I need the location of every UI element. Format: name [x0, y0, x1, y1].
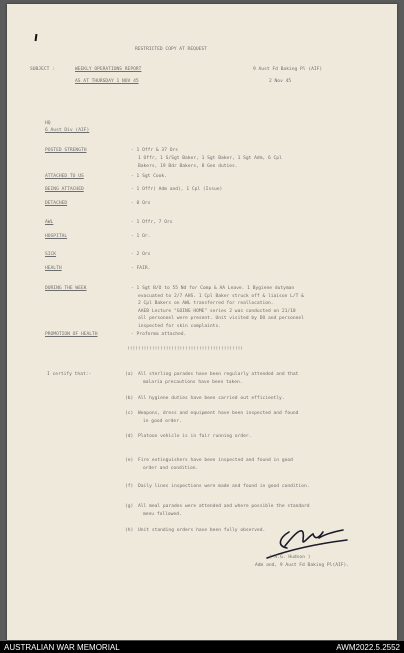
section-text: - 1 Sgt Cook. — [131, 174, 167, 179]
section-label: PROMOTION OF HEALTH — [45, 332, 98, 337]
certify-text: All hygiene duties have been carried out efficiently. — [138, 396, 285, 401]
certify-text: Fire extinguishers have been inspected and found in good — [138, 458, 293, 463]
document-title: RESTRICTED COPY AT REQUEST — [135, 47, 207, 52]
section-label: DETACHED — [45, 201, 68, 206]
addressee-line1: HQ — [45, 121, 51, 126]
certify-key: (b) — [125, 396, 134, 401]
certify-key: (e) — [125, 458, 134, 463]
certify-key: (d) — [125, 434, 134, 439]
section-text: all personnel were present. Unit visited by DO and personnel — [138, 316, 304, 321]
section-text: - 1 Offr & 37 Ors — [131, 148, 179, 153]
certify-key: (c) — [125, 411, 134, 416]
section-text: evacuated to 2/7 AHS. 1 Cpl Baker struck off & liaison L/T & — [138, 293, 304, 299]
certify-label: I certify that:- — [47, 372, 92, 377]
certify-text: Weapons, dress and equipment have been inspected and found — [138, 411, 299, 416]
section-text: - 1 Offr( Adm and), 1 Cpl (Issue) — [131, 187, 223, 192]
addressee-line2: 6 Aust Div (AIF) — [45, 128, 90, 133]
certify-key: (f) — [125, 484, 134, 489]
section-text: AAEB Lecture "GOING HOME" series 2 was conducted on 21/10 — [138, 308, 296, 314]
section-text: - 2 Ors — [131, 252, 151, 257]
section-text: inspected for skin complaints. — [138, 323, 221, 329]
document-page — [7, 4, 397, 640]
section-text: - 1 Offr, 7 Ors — [131, 220, 173, 225]
section-label: AWL — [45, 220, 54, 225]
certify-text: in good order. — [143, 419, 182, 424]
section-text: - FAIR. — [131, 266, 151, 271]
signatory-role: Adm and, 9 Aust Fd Baking Pl(AIF). — [255, 563, 350, 568]
certify-text: Platoon vehicle is in fair running order. — [138, 434, 252, 439]
certify-text: malaria precautions have been taken. — [143, 380, 243, 385]
archive-footer — [0, 641, 404, 653]
section-text: Bakers, 19 Bdr Bakers, 8 Gen duties. — [138, 164, 238, 169]
subject-label: SUBJECT : — [30, 67, 55, 72]
unit-heading: 9 Aust Fd Baking Pl (AIF) — [253, 67, 323, 72]
footer-institution: AUSTRALIAN WAR MEMORIAL — [4, 643, 120, 652]
divider: !!!!!!!!!!!!!!!!!!!!!!!!!!!!!!!!!!!!!!!!!! — [127, 347, 244, 352]
certify-key: (h) — [125, 528, 134, 533]
section-label: HEALTH — [45, 266, 62, 271]
as-at-date: AS AT THURSDAY 1 NOV 45 — [75, 79, 139, 84]
certify-key: (a) — [125, 372, 134, 377]
section-text: 1 Offr, 1 S/Sgt Baker, 1 Sgt Baker, 1 Sgt Adm, 6 Cpl — [138, 156, 282, 161]
section-label: DURING THE WEEK — [45, 286, 87, 291]
certify-text: All sterling parades have been regularly attended and that — [138, 372, 299, 377]
section-label: SICK — [45, 252, 57, 257]
section-label: POSTED STRENGTH — [45, 148, 87, 153]
certify-text: Daily lines inspections were made and found in good condition. — [138, 484, 310, 489]
section-text: - 1 Sgt B/O to 55 Nd for Comp & AA Leave. 1 Bygiene dutyman — [131, 286, 295, 291]
certify-text: menu followed. — [143, 512, 182, 517]
section-text: - Proforma attached. — [131, 332, 187, 337]
section-text: 2 Cpl Bakers on AWL transferred for reallocation. — [138, 301, 274, 306]
certify-text: order and condition. — [143, 466, 199, 471]
section-text: - 8 Ors — [131, 201, 151, 206]
pen-mark — [35, 34, 38, 41]
certify-key: (g) — [125, 504, 134, 509]
section-label: ATTACHED TO US — [45, 174, 84, 179]
certify-text: Unit standing orders have been fully observed. — [138, 528, 266, 533]
footer-accession: AWM2022.5.2552 — [336, 643, 400, 652]
report-date: 2 Nov 45 — [269, 79, 292, 84]
section-text: - 1 Or. — [131, 234, 151, 239]
signatory-name: ( A.G. Hudson ) — [269, 555, 311, 560]
section-label: BEING ATTACHED — [45, 187, 84, 192]
section-label: HOSPITAL — [45, 234, 68, 239]
certify-text: All meal parades were attended and where possible the standard — [138, 504, 310, 509]
subject-value: WEEKLY OPERATIONS REPORT — [75, 67, 142, 72]
